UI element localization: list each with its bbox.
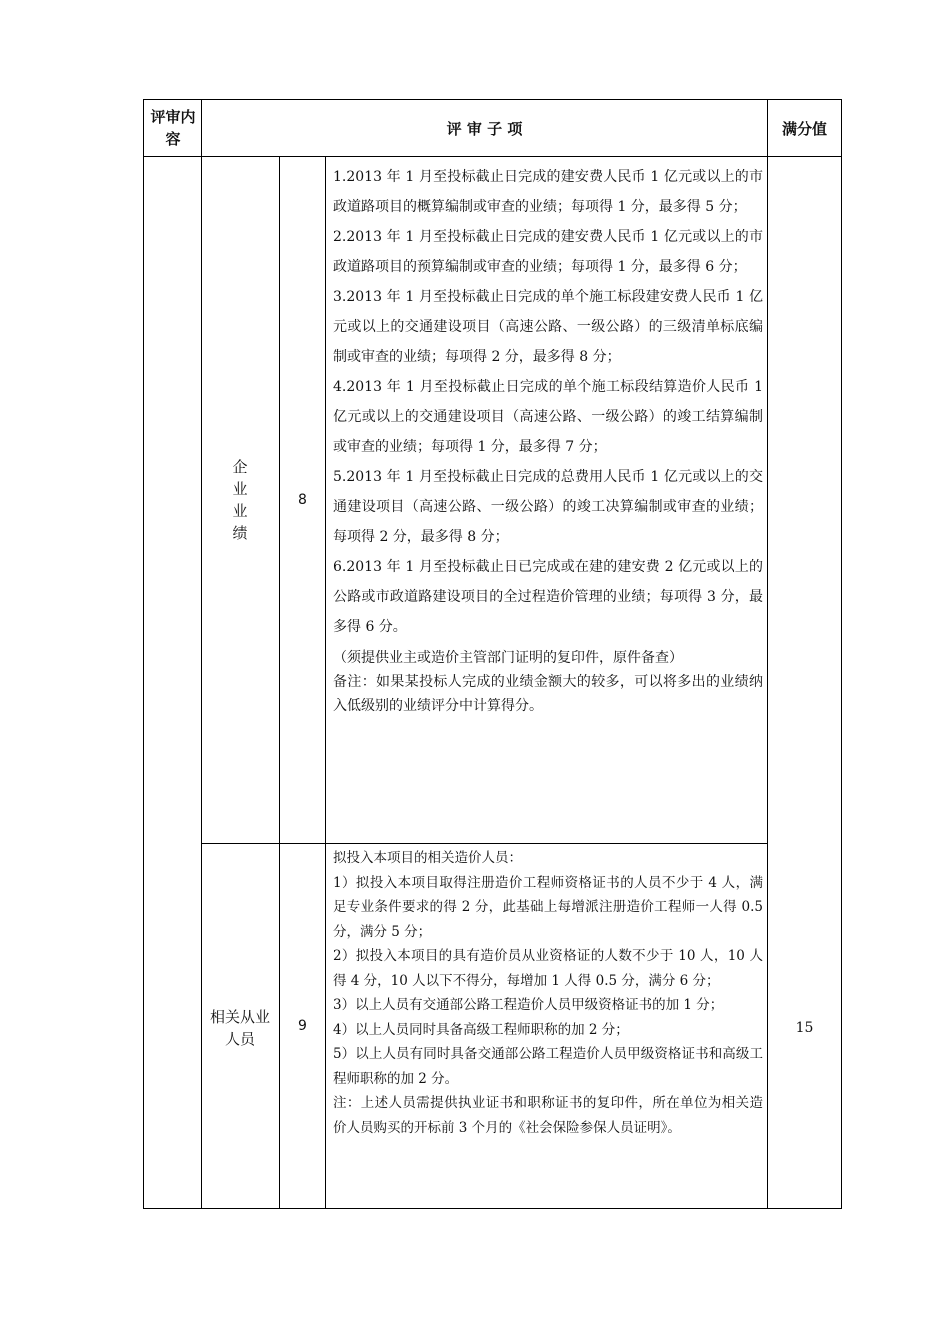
criterion-item: 2）拟投入本项目的具有造价员从业资格证的人数不少于 10 人，10 人得 4 分，10 人以下不得分，每增加 1 人得 0.5 分，满分 6 分； <box>333 948 763 989</box>
criterion-item: 5）以上人员有同时具备交通部公路工程造价人员甲级资格证书和高级工程师职称的加 2 分。 <box>333 1046 763 1087</box>
header-subitem-label: 评 审 子 项 <box>446 119 523 138</box>
criterion-item: 4.2013 年 1 月至投标截止日完成的单个施工标段结算造价人民币 1 亿元或以上的交通建设项目（高速公路、一级公路）的竣工结算编制或审查的业绩；每项得 1 分，最多得 7 分； <box>333 379 763 455</box>
criterion-item: 6.2013 年 1 月至投标截止日已完成或在建的建安费 2 亿元或以上的公路或市政道路建设项目的全过程造价管理的业绩；每项得 3 分，最多得 6 分。 <box>333 559 763 635</box>
column-divider-1 <box>201 100 202 1208</box>
criterion-item: 1）拟投入本项目取得注册造价工程师资格证书的人员不少于 4 人，满足专业条件要求的得 2 分，此基础上每增派注册造价工程师一人得 0.5 分，满分 5 分； <box>333 874 763 940</box>
proof-note: （须提供业主或造价主管部门证明的复印件，原件备查） <box>333 650 683 666</box>
personnel-intro: 拟投入本项目的相关造价人员： <box>333 850 522 866</box>
criterion-item: 1.2013 年 1 月至投标截止日完成的建安费人民币 1 亿元或以上的市政道路项目的概算编制或审查的业绩；每项得 1 分，最多得 5 分； <box>333 169 763 215</box>
header-fullscore-label: 满分值 <box>781 119 827 138</box>
criteria-personnel <box>326 846 767 1140</box>
header-divider <box>144 156 841 157</box>
personnel-note: 注：上述人员需提供执业证书和职称证书的复印件，所在单位为相关造价人员购买的开标前 3 个月的《社会保险参保人员证明》。 <box>333 1095 763 1136</box>
category-company-performance: 企业业绩 <box>232 458 248 542</box>
criterion-item: 5.2013 年 1 月至投标截止日完成的总费用人民币 1 亿元或以上的交通建设项目（高速公路、一级公路）的竣工决算编制或审查的业绩；每项得 2 分，最多得 8 分； <box>333 469 763 545</box>
full-score-value: 15 <box>795 1020 814 1036</box>
criterion-item: 3.2013 年 1 月至投标截止日完成的单个施工标段建安费人民币 1 亿元或以上的交通建设项目（高速公路、一级公路）的三级清单标底编制或审查的业绩；每项得 2 分，最多得 8 分； <box>333 289 763 365</box>
scoring-table <box>143 99 842 1209</box>
score-personnel: 9 <box>298 1018 307 1034</box>
criterion-item: 4）以上人员同时具备高级工程师职称的加 2 分； <box>333 1021 629 1038</box>
criteria-company-performance <box>326 162 767 718</box>
criterion-item: 2.2013 年 1 月至投标截止日完成的建安费人民币 1 亿元或以上的市政道路项目的预算编制或审查的业绩；每项得 1 分，最多得 6 分； <box>333 229 763 275</box>
header-content-label: 评审内容 <box>150 108 196 148</box>
remark: 备注：如果某投标人完成的业绩金额大的较多，可以将多出的业绩纳入低级别的业绩评分中计算得分。 <box>333 674 763 714</box>
score-company-performance: 8 <box>298 491 307 508</box>
category-personnel: 相关从业人员 <box>209 1008 270 1048</box>
criterion-item: 3）以上人员有交通部公路工程造价人员甲级资格证书的加 1 分； <box>333 997 724 1013</box>
